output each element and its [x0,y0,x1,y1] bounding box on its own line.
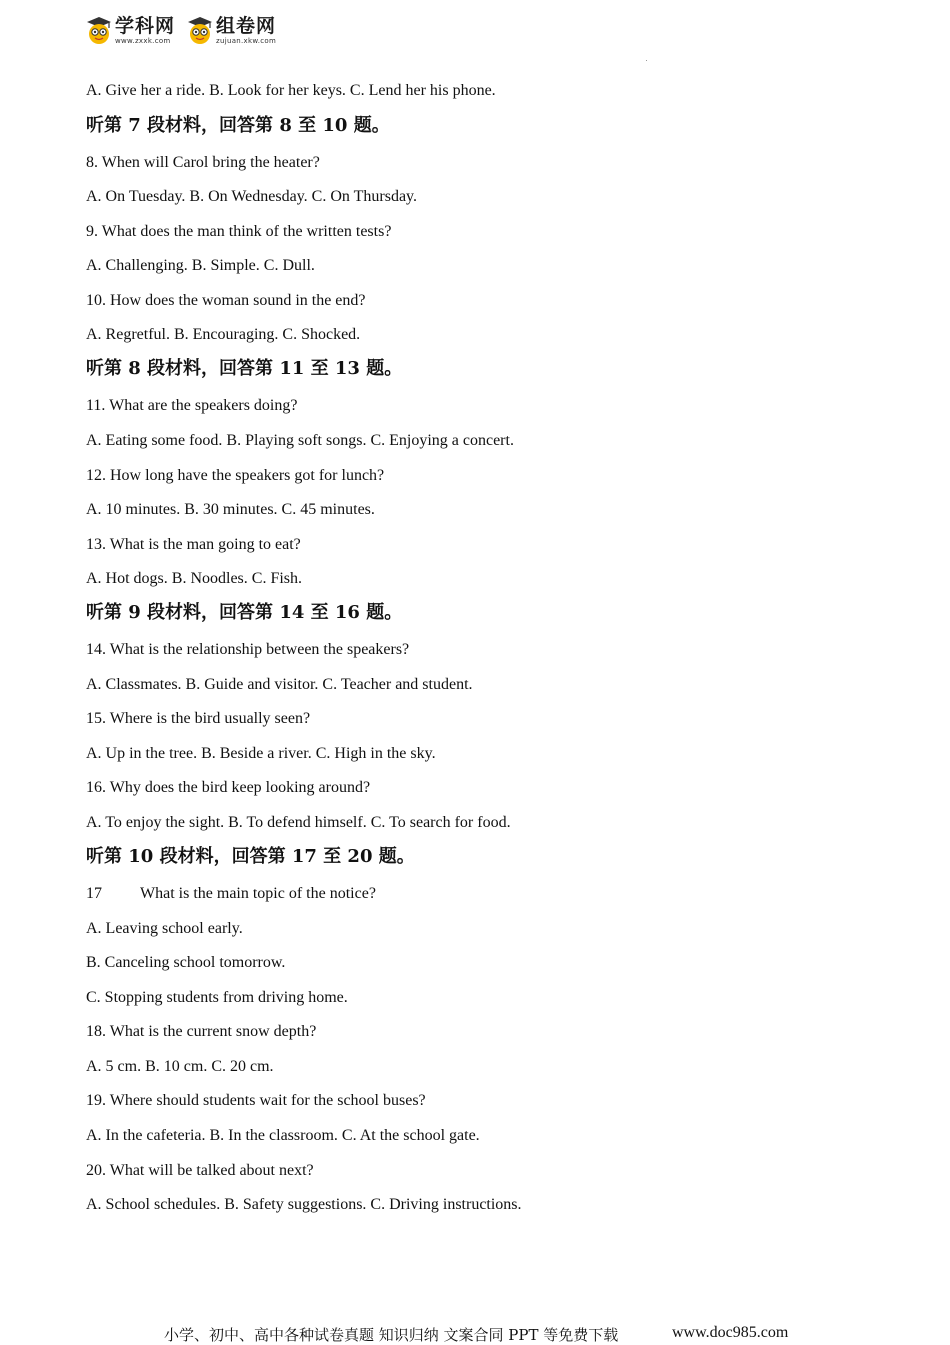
question [86,884,376,904]
question: 8. When will Carol bring the heater? [86,154,320,171]
mascot-icon [187,16,213,46]
section-heading: 听第 7 段材料，回答第 8 至 10 题。 [86,115,390,136]
answer-options: A. Challenging. B. Simple. C. Dull. [86,257,315,274]
answer-options: A. To enjoy the sight. B. To defend himself. C. To search for food. [86,814,511,831]
footer-text: 小学、初中、高中各种试卷真题 知识归纳 文案合同 PPT 等免费下载 [164,1326,619,1344]
question: 12. How long have the speakers got for lunch? [86,467,385,484]
answer-options: A. In the cafeteria. B. In the classroom. C. At the school gate. [86,1127,480,1144]
question: 18. What is the current snow depth? [86,1023,317,1040]
question: 9. What does the man think of the written tests? [86,223,392,240]
question: 13. What is the man going to eat? [86,536,301,553]
logo-name: 组卷网 [216,15,277,37]
answer-options: A. Hot dogs. B. Noodles. C. Fish. [86,570,303,587]
question: 14. What is the relationship between the speakers? [86,641,410,658]
mascot-icon [86,16,112,46]
section-heading: 听第 10 段材料，回答第 17 至 20 题。 [86,846,415,867]
site-header [86,14,276,48]
answer-option: B. Canceling school tomorrow. [86,954,286,971]
question-text: What is the main topic of the notice? [140,885,376,902]
question: 11. What are the speakers doing? [86,397,298,414]
answer-options: A. 5 cm. B. 10 cm. C. 20 cm. [86,1058,274,1075]
answer-options: A. Give her a ride. B. Look for her keys. C. Lend her his phone. [86,82,496,99]
answer-options: A. Regretful. B. Encouraging. C. Shocked. [86,326,361,343]
answer-options: A. Eating some food. B. Playing soft songs. C. Enjoying a concert. [86,432,514,449]
question: 16. Why does the bird keep looking around? [86,779,371,796]
logo-zujuanwang[interactable] [187,16,276,46]
question: 15. Where is the bird usually seen? [86,710,311,727]
answer-option: C. Stopping students from driving home. [86,989,348,1006]
section-heading: 听第 8 段材料，回答第 11 至 13 题。 [86,358,403,379]
question: 10. How does the woman sound in the end? [86,292,366,309]
answer-options: A. On Tuesday. B. On Wednesday. C. On Thursday. [86,188,417,205]
answer-option: A. Leaving school early. [86,920,243,937]
question-number: 17 [86,885,102,902]
answer-options: A. 10 minutes. B. 30 minutes. C. 45 minutes. [86,501,375,518]
answer-options: A. School schedules. B. Safety suggestions. C. Driving instructions. [86,1196,522,1213]
logo-url: zujuan.xkw.com [216,37,277,45]
answer-options: A. Classmates. B. Guide and visitor. C. Teacher and student. [86,676,473,693]
logo-name: 学科网 [115,15,176,37]
answer-options: A. Up in the tree. B. Beside a river. C. High in the sky. [86,745,436,762]
section-heading: 听第 9 段材料，回答第 14 至 16 题。 [86,602,403,623]
question: 20. What will be talked about next? [86,1162,314,1179]
stray-dot [646,60,647,61]
question: 19. Where should students wait for the school buses? [86,1092,426,1109]
logo-url: www.zxxk.com [115,37,171,45]
footer-link[interactable]: www.doc985.com [672,1324,789,1341]
logo-xuekewang[interactable] [86,16,175,46]
